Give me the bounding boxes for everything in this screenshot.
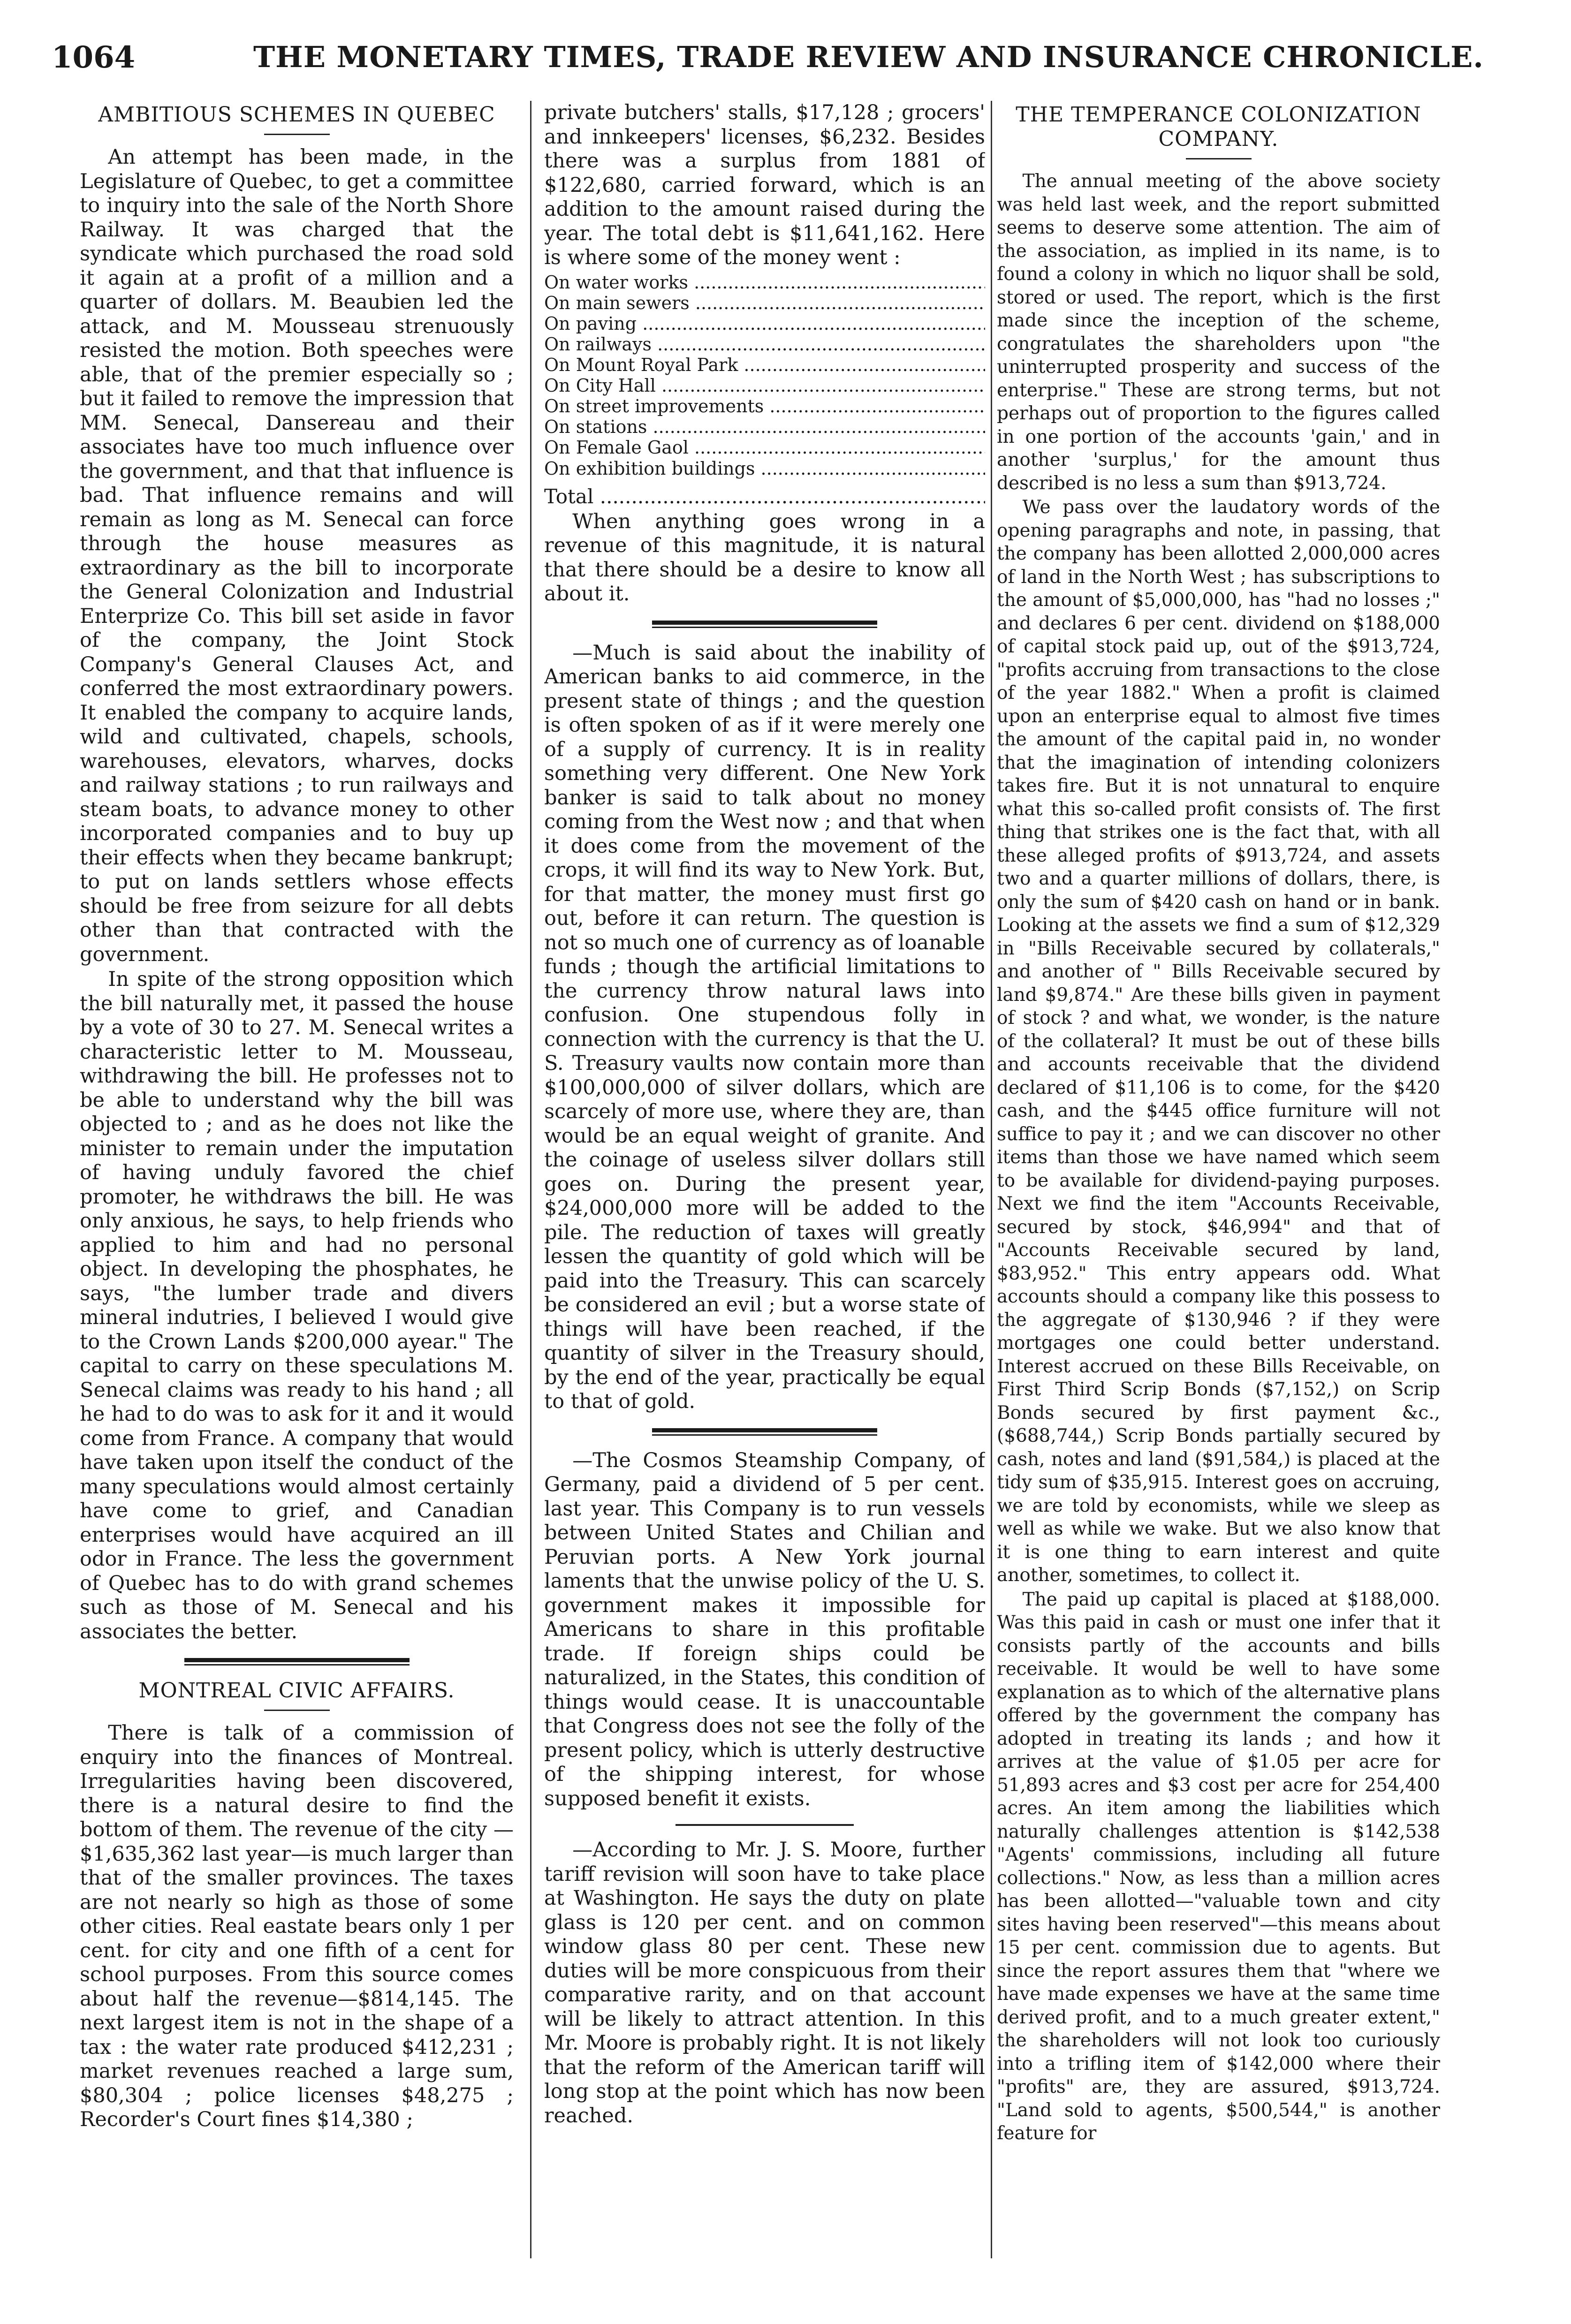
article-paragraph: The annual meeting of the above society was held last week, and the report submitted seems to deserve some attention. The aim of the association, as implied in its name, is to found a colony in which no liquor shall be sold, stored or used. The report, which is the first made since the inception of the scheme, congratulates the shareholders upon "the uninterrupted prosperity and success of the enterprise." These are strong terms, but not perhaps out of proportion to the figures called in one portion of the accounts 'gain,' and in another 'surplus,' for the amount thus described is no less a sum than $913,724. [997,171,1440,494]
article-paragraph: private butchers' stalls, $17,128 ; grocers' and innkeepers' licenses, $6,232. Besides there was a surplus from 1881 of $122,680, carried forward, which is an addition to the amount raised during the year. The total debt is $11,641,162. Here is where some of the money went : [544,101,985,269]
expenditure-item: On main sewers ..... [544,293,985,313]
journal-title: THE MONETARY TIMES, TRADE REVIEW AND INSURANCE CHRONICLE. [253,40,1484,74]
article-paragraph: We pass over the laudatory words of the opening paragraphs and note, in passing, that the company has been allotted 2,000,000 acres of land in the North West ; has subscriptions to the amount of $5,000,000, has "had no losses ;" and declares 6 per cent. dividend on $188,000 of capital stock paid up, out of the $913,724, "profits accruing from transactions to the close of the year 1882." When a profit is claimed upon an enterprise equal to almost five times the amount of the capital paid in, no wonder that the imagination of intending colonizers takes fire. But it is not unnatural to enquire what this so-called profit consists of. The first thing that strikes one is the fact that, with all these alleged profits of $913,724, and assets two and a quarter millions of dollars, there, is only the sum of $420 cash on hand or in bank. Looking at the assets we find a sum of $12,329 in "Bills Receivable secured by collaterals," and another of " Bills Receivable secured by land $9,874." Are these bills given in payment of stock ? and what, we wonder, is the nature of the collateral? It must be out of these bills and accounts receivable that the dividend declared of $11,106 is to come, for the $420 cash, and the $445 office furniture will not suffice to pay it ; and we can discover no other items than those we have named which seem to be available for dividend-paying purposes. Next we find the item "Accounts Receivable, secured by stock, $46,994" and that of "Accounts Receivable secured by land, $83,952." This entry appears odd. What accounts should a company like this possess to the aggregate of $130,946 ? if they were mortgages one could better understand. Interest accrued on these Bills Receivable, on First Third Scrip Bonds ($7,152,) on Scrip Bonds secured by first payment &c., ($688,744,) Scrip Bonds partially secured by cash, notes and land ($91,584,) is placed at the tidy sum of $35,915. Interest goes on accruing, we are told by economists, while we sleep as well as while we wake. But we also know that it is one thing to earn interest and quite another, sometimes, to collect it. [997,497,1440,1586]
expenditure-item: On railways ..... [544,334,985,355]
section-divider [652,1428,877,1436]
article-paragraph: There is talk of a commission of enquiry into the finances of Montreal. Irregularities having been discovered, there is a natural desire to find the bottom of them. The revenue of the city —$1,635,362 last year—is much larger than that of the smaller provinces. The taxes are not nearly so high as those of some other cities. Real eastate bears only 1 per cent. for city and one fifth of a cent for school purposes. From this source comes about half the revenue—$814,145. The next largest item is not in the shape of a tax : the water rate produced $412,231 ; market revenues reached a large sum, $80,304 ; police licenses $48,275 ; Recorder's Court fines $14,380 ; [80,1721,514,2131]
article-paragraph: —Much is said about the inability of American banks to aid commerce, in the present state of things ; and the question is often spoken of as if it were merely one of a supply of currency. It is in reality something very different. One New York banker is said to talk about no money coming from the West now ; and that when it does come from the movement of the crops, it will find its way to New York. But, for that matter, the money must first go out, before it can return. The question is not so much one of currency as of loanable funds ; though the artificial limitations to the currency throw natural laws into confusion. One stupendous folly in connection with the currency is that the U. S. Treasury vaults now contain more than $100,000,000 of silver dollars, which are scarcely of more use, where they are, than would be an equal weight of granite. And the coinage of useless silver dollars still goes on. During the present year, $24,000,000 more will be added to the pile. The reduction of taxes will greatly lessen the quantity of gold which will be paid into the Treasury. This can scarcely be considered an evil ; but a worse state of things will have been reached, if the quantity of silver in the Treasury should, by the end of the year, practically be equal to that of gold. [544,641,985,1413]
expenditure-item: On City Hall ..... [544,375,985,396]
table-row [544,396,985,416]
heading-rule [1186,158,1252,159]
section-divider [652,621,877,628]
column-left [80,101,514,2258]
article-paragraph: When anything goes wrong in a revenue of this magnitude, it is natural that there should be a desire to know all about it. [544,509,985,606]
table-row [544,272,985,293]
table-row [544,334,985,355]
section-divider [675,1824,854,1826]
article-heading-quebec: AMBITIOUS SCHEMES IN QUEBEC [98,103,495,127]
column-divider [530,101,531,2258]
column-right [997,101,1440,2258]
article-heading-temperance: THE TEMPERANCE COLONIZATION COMPANY. [1016,103,1421,151]
article-paragraph: The paid up capital is placed at $188,000. Was this paid in cash or must one infer that it consists partly of the accounts and bills receivable. It would be well to have some explanation as to which of the alternative plans offered by the government the company has adopted in treating its lands ; and how it arrives at the value of $1.05 per acre for 51,893 acres and $3 cost per acre for 254,400 acres. An item among the liabilities which naturally challenges attention is $142,538 "Agents' commissions, including all future collections." Now, as less than a million acres has been allotted—"valuable town and city sites having been reserved"—this means about 15 per cent. commission due to agents. But since the report assures them that "where we have made expenses we have at the same time derived profit, and to a much greater extent," the shareholders will not look too curiously into a trifling item of $142,000 where their "profits" are, they are assured, $913,724. "Land sold to agents, $500,544," is another feature for [997,1589,1440,2144]
table-total-row [544,479,985,507]
table-row [544,313,985,334]
page-number: 1064 [52,40,136,75]
table-row [544,416,985,437]
expenditure-table [544,272,985,507]
table-row [544,437,985,458]
article-paragraph: An attempt has been made, in the Legislature of Quebec, to get a committee to inquiry into the sale of the North Shore Railway. It was charged that the syndicate which purchased the road sold it again at a profit of a million and a quarter of dollars. M. Beaubien led the attack, and M. Mousseau strenuously resisted the motion. Both speeches were able, that of the premier especially so ; but it failed to remove the impression that MM. Senecal, Dansereau and their associates have too much influence over the government, and that that influence is bad. That influence remains and will remain as long as M. Senecal can force through the house measures as extraordinary as the bill to incorporate the General Colonization and Industrial Enterprize Co. This bill set aside in favor of the company, the Joint Stock Company's General Clauses Act, and conferred the most extraordinary powers. It enabled the company to acquire lands, wild and cultivated, chapels, schools, warehouses, elevators, wharves, docks and railway stations ; to run railways and steam boats, to advance money to other incorporated companies and to buy up their effects when they became bankrupt; to put on lands settlers whose effects should be free from seizure for all debts other than that contracted with the government. [80,145,514,966]
page-header [52,40,1525,87]
expenditure-item: On Mount Royal Park ..... [544,355,985,375]
section-divider [184,1658,410,1665]
expenditure-item: On stations ..... [544,416,985,437]
expenditure-item: On paving ..... [544,313,985,334]
expenditure-item: On street improvements ..... [544,396,985,416]
article-paragraph: —According to Mr. J. S. Moore, further tariff revision will soon have to take place at Washington. He says the duty on plate glass is 120 per cent. and on common window glass 80 per cent. These new duties will be more conspicuous from their comparative rarity, and on that account will be likely to attract attention. In this Mr. Moore is probably right. It is not likely that the reform of the American tariff will long stop at the point which has now been reached. [544,1838,985,2127]
column-middle [544,101,985,2258]
column-divider [991,101,992,2258]
expenditure-item: On water works ..... [544,272,985,293]
table-row [544,293,985,313]
table-row [544,355,985,375]
expenditure-item: On exhibition buildings ..... [544,458,985,479]
heading-rule [264,1710,330,1711]
article-paragraph: In spite of the strong opposition which the bill naturally met, it passed the house by a vote of 30 to 27. M. Senecal writes a characteristic letter to M. Mousseau, withdrawing the bill. He professes not to be able to understand why the bill was objected to ; and as he does not like the minister to remain under the imputation of having unduly favored the chief promoter, he withdraws the bill. He was only anxious, he says, to help friends who applied to him and had no personal object. In developing the phosphates, he says, "the lumber trade and divers mineral indutries, I believed I would give to the Crown Lands $200,000 ayear." The capital to carry on these speculations M. Senecal claims was ready to his hand ; all he had to do was to ask for it and it would come from France. A company that would have taken upon itself the conduct of the many speculations would almost certainly have come to grief, and Canadian enterprises would have acquired an ill odor in France. The less the government of Quebec has to do with grand schemes such as those of M. Senecal and his associates the better. [80,968,514,1643]
article-heading-montreal: MONTREAL CIVIC AFFAIRS. [138,1679,455,1703]
table-row [544,375,985,396]
total-label: Total ..... [544,479,985,507]
table-row [544,458,985,479]
heading-rule [264,134,330,135]
article-paragraph: —The Cosmos Steamship Company, of Germany, paid a dividend of 5 per cent. last year. This Company is to run vessels between United States and Chilian and Peruvian ports. A New York journal laments that the unwise policy of the U. S. government makes it impossible for Americans to share in this profitable trade. If foreign ships could be naturalized, in the States, this condition of things would cease. It is unaccountable that Congress does not see the folly of the present policy, which is utterly destructive of the shipping interest, for whose supposed benefit it exists. [544,1448,985,1810]
expenditure-item: On Female Gaol ..... [544,437,985,458]
